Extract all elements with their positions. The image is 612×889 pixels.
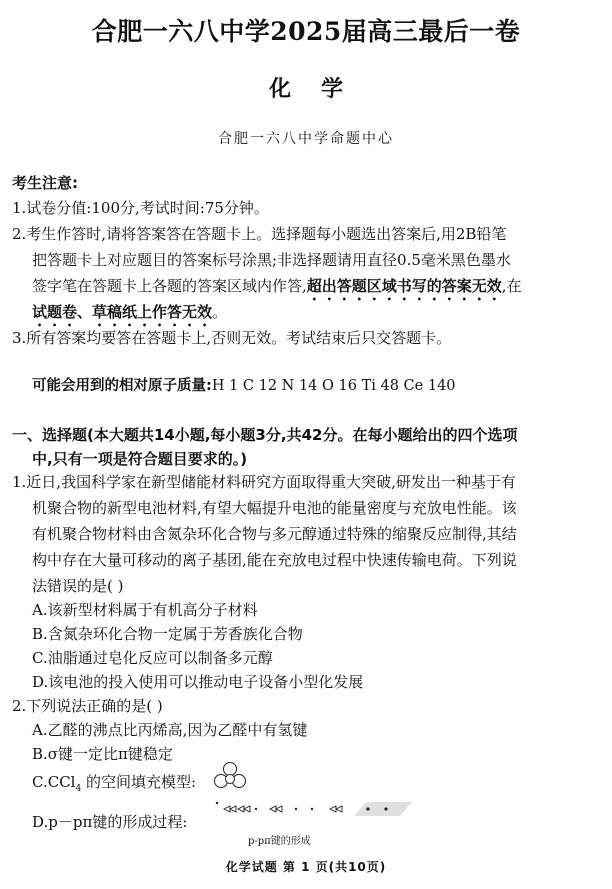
- q1-option-b: B.含氮杂环化合物一定属于芳香族化合物: [32, 625, 303, 643]
- section-heading-cont: 中,只有一项是符合题目要求的。): [32, 450, 248, 468]
- notice-text: ,在: [501, 277, 522, 295]
- notice-item-2-line-1: 2.考生作答时,请将答案答在答题卡上。选择题每小题选出答案后,用2B铅笔: [12, 225, 507, 243]
- exam-title: 合肥一六八中学2025届高三最后一卷: [91, 17, 521, 46]
- option-text: 的空间填充模型:: [81, 773, 197, 791]
- section-heading: 一、选择题(本大题共14小题,每小题3分,共42分。在每小题给出的四个选项: [12, 426, 518, 444]
- q2-option-b: B.σ键一定比π键稳定: [32, 745, 173, 763]
- subject-title: 化学: [268, 76, 373, 102]
- atomic-mass-line: [32, 374, 456, 395]
- p-p-pi-bond-diagram-icon: [214, 800, 414, 820]
- q1-option-d: D.该电池的投入使用可以推动电子设备小型化发展: [32, 673, 364, 691]
- q2-option-a: A.乙醛的沸点比丙烯高,因为乙醛中有氢键: [32, 721, 308, 739]
- q2-option-c: [32, 770, 196, 801]
- ccl4-model-icon: [213, 760, 247, 790]
- q1-line-2: 机聚合物的新型电池材料,有望大幅提升电池的能量密度与充放电性能。该: [32, 499, 517, 517]
- organizer: 合肥一六八中学命题中心: [218, 131, 394, 147]
- emphasis-text: 试题卷、草稿纸上作答无效: [32, 303, 213, 321]
- notice-text: 。: [212, 303, 228, 321]
- notice-heading: 考生注意:: [12, 174, 78, 192]
- q1-option-a: A.该新型材料属于有机高分子材料: [32, 601, 258, 619]
- emphasis-text: 超出答题区域书写的答案无效: [306, 277, 502, 295]
- q1-line-5: 法错误的是( ): [32, 577, 124, 595]
- notice-item-1: 1.试卷分值:100分,考试时间:75分钟。: [12, 199, 269, 217]
- q1-line-1: 1.近日,我国科学家在新型储能材料研究方面取得重大突破,研发出一种基于有: [12, 473, 516, 491]
- atomic-mass-label: 可能会用到的相对原子质量:: [32, 378, 212, 394]
- option-text: C.CCl: [32, 773, 76, 791]
- pi-bond-caption: p-pπ键的形成: [248, 836, 311, 847]
- q2-option-d: D.p－pπ键的形成过程:: [32, 813, 188, 831]
- page-footer: 化学试题 第 1 页(共10页): [225, 860, 387, 874]
- subscript: 4: [75, 784, 82, 794]
- q1-line-3: 有机聚合物材料由含氮杂环化合物与多元醇通过特殊的缩聚反应制得,其结: [32, 525, 517, 543]
- q2-stem: 2.下列说法正确的是( ): [12, 697, 163, 715]
- notice-item-3: 3.所有答案均要答在答题卡上,否则无效。考试结束后只交答题卡。: [12, 329, 452, 347]
- q1-option-c: C.油脂通过皂化反应可以制备多元醇: [32, 649, 273, 667]
- atomic-mass-values: H 1 C 12 N 14 O 16 Ti 48 Ce 140: [211, 378, 456, 394]
- notice-text: 签字笔在答题卡上各题的答案区域内作答,: [32, 277, 307, 295]
- q1-line-4: 构中存在大量可移动的离子基团,能在充放电过程中快速传输电荷。下列说: [32, 551, 517, 569]
- notice-item-2-line-2: 把答题卡上对应题目的答案标号涂黑;非选择题请用直径0.5毫米黑色墨水: [32, 251, 511, 269]
